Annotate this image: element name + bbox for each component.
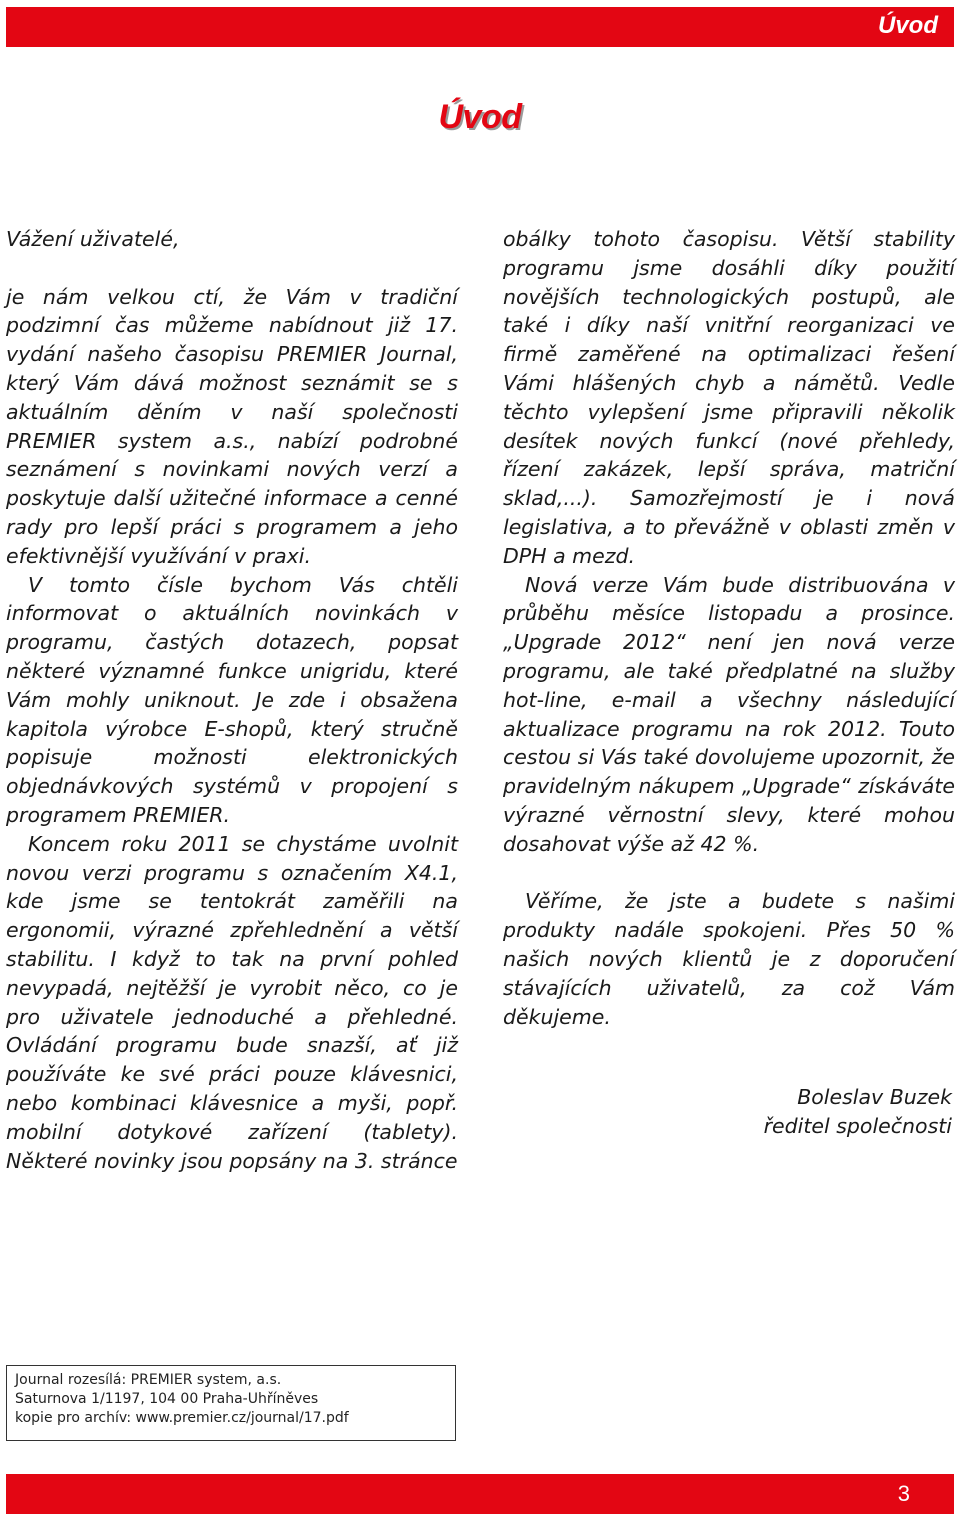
page-title: Úvod [438, 98, 522, 136]
left-paragraph-2: V tomto čísle bychom Vás chtěli informovat o aktuálních novinkách v programu, častých dotazech, popsat některé významné funkce unigridu, které Vám mohly uniknout. Je zde i obsažena kapitola výrobce E-shopů, který stručně popisuje možnosti elektronických objednávkových systémů v propojení s programem PREMIER. [6, 572, 458, 827]
signature-name: Boleslav Buzek [797, 1085, 952, 1109]
signature [764, 1083, 952, 1141]
imprint-line-2: Saturnova 1/1197, 104 00 Praha-Uhříněves [15, 1391, 319, 1407]
footer-bar [6, 1474, 954, 1514]
left-paragraph-1: je nám velkou ctí, že Vám v tradiční podzimní čas můžeme nabídnout již 17. vydání našeho časopisu PREMIER Journal, který Vám dává možnost seznámit se s aktuálním děním v naší společnosti PREMIER system a.s., nabízí podrobné seznámení s novinkami nových verzí a poskytuje další užitečné informace a cenné rady pro lepší práci s programem a jeho efektivnější využívání v praxi. [6, 284, 458, 568]
page-number: 3 [897, 1481, 910, 1506]
right-paragraph-2: Nová verze Vám bude distribuována v průběhu měsíce listopadu a prosince. „Upgrade 2012“ není jen nová verze programu, ale také předplatné na služby hot-line, e-mail a všechny následující aktualizace programu na rok 2012. Touto cestou si Vás také dovolujeme upozornit, že pravidelným nákupem „Upgrade“ získáváte výrazné věrnostní slevy, které mohou dosahovat výše až 42 %. [503, 572, 955, 856]
greeting: Vážení uživatelé, [6, 227, 180, 251]
header-bar [6, 7, 954, 47]
imprint-line-3: kopie pro archív: www.premier.cz/journal/17.pdf [15, 1410, 349, 1426]
left-column [6, 225, 458, 1175]
right-paragraph-1: obálky tohoto časopisu. Větší stability programu jsme dosáhli díky použití novějších technologických postupů, ale také i díky naší vnitřní reorganizaci ve firmě zaměřené na optimalizaci řešení Vámi hlášených chyb a námětů. Vedle těchto vylepšení jsme připravili několik desítek nových funkcí (nové přehledy, řízení zakázek, lepší správa, matriční sklad,...). Samozřejmostí je i nová legislativa, a to převážně v oblasti změn v DPH a mezd. [503, 227, 955, 568]
right-paragraph-3: Věříme, že jste a budete s našimi produkty nadále spokojeni. Přes 50 % našich nových klientů je z doporučení stávajících uživatelů, za což Vám děkujeme. [503, 889, 955, 1029]
left-paragraph-3: Koncem roku 2011 se chystáme uvolnit novou verzi programu s označením X4.1, kde jsme se tentokrát zaměřili na ergonomii, výrazné zpřehlednění a větší stabilitu. I když to tak na první pohled nevypadá, nejtěžší je vyrobit něco, co je pro uživatele jednoduché a přehledné. Ovládání programu bude snazší, ať již používáte ke své práci pouze klávesnici, nebo kombinaci klávesnice a myši, popř. mobilní dotykové zařízení (tablety). Některé novinky jsou popsány na 3. stránce [6, 831, 458, 1173]
signature-role: ředitel společnosti [763, 1114, 952, 1138]
right-column [503, 225, 955, 1031]
section-label: Úvod [878, 12, 938, 39]
imprint-line-1: Journal rozesílá: PREMIER system, a.s. [15, 1372, 282, 1388]
imprint-box [6, 1365, 456, 1441]
